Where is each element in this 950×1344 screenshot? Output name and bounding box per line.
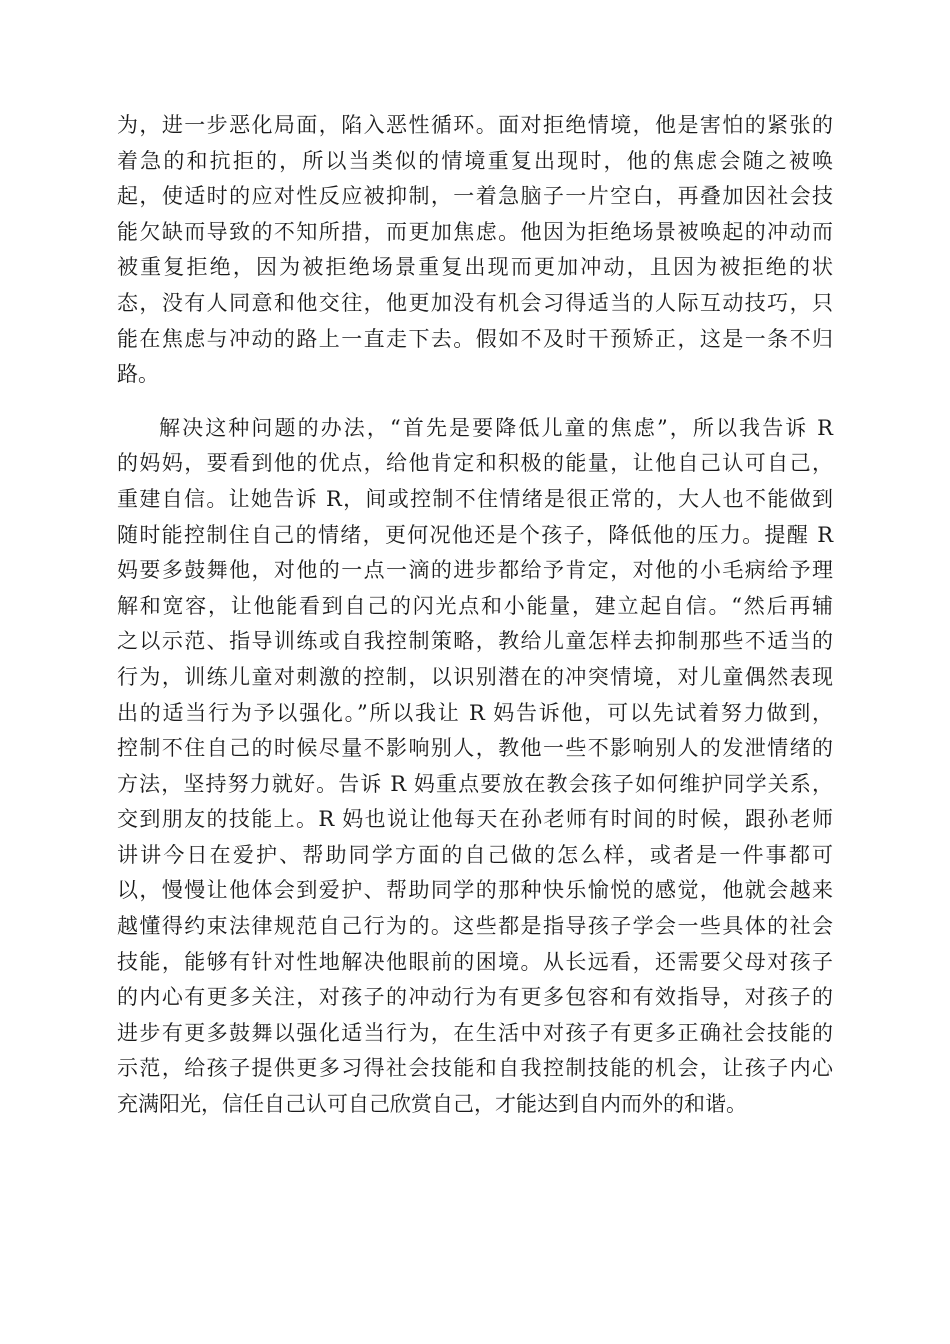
text-line: 重建自信。让她告诉 R，间或控制不住情绪是很正常的，大人也不能做到 — [117, 486, 833, 511]
text-line: 行为，训练儿童对刺激的控制，以识别潜在的冲突情境，对儿童偶然表现 — [117, 664, 833, 689]
document-body — [117, 108, 833, 1123]
text-line: 技能，能够有针对性地解决他眼前的困境。从长远看，还需要父母对孩子 — [117, 949, 833, 974]
paragraph-1 — [117, 108, 833, 393]
text-line: 的妈妈，要看到他的优点，给他肯定和积极的能量，让他自己认可自己， — [117, 451, 833, 476]
text-line: 能在焦虑与冲动的路上一直走下去。假如不及时干预矫正，这是一条不归 — [117, 326, 833, 351]
text-line: 出的适当行为予以强化。”所以我让 R 妈告诉他，可以先试着努力做到， — [117, 700, 833, 725]
text-line: 示范，给孩子提供更多习得社会技能和自我控制技能的机会，让孩子内心 — [117, 1056, 833, 1081]
text-line: 被重复拒绝，因为被拒绝场景重复出现而更加冲动，且因为被拒绝的状 — [117, 255, 833, 280]
text-line: 进步有更多鼓舞以强化适当行为，在生活中对孩子有更多正确社会技能的 — [117, 1020, 833, 1045]
text-line: 妈要多鼓舞他，对他的一点一滴的进步都给予肯定，对他的小毛病给予理 — [117, 558, 833, 583]
text-line: 之以示范、指导训练或自我控制策略，教给儿童怎样去抑制那些不适当的 — [117, 629, 833, 654]
text-line: 的内心有更多关注，对孩子的冲动行为有更多包容和有效指导，对孩子的 — [117, 985, 833, 1010]
text-line: 越懂得约束法律规范自己行为的。这些都是指导孩子学会一些具体的社会 — [117, 914, 833, 939]
text-line: 交到朋友的技能上。R 妈也说让他每天在孙老师有时间的时候，跟孙老师 — [117, 807, 833, 832]
text-line: 讲讲今日在爱护、帮助同学方面的自己做的怎么样，或者是一件事都可 — [117, 842, 833, 867]
text-line: 路。 — [117, 362, 159, 387]
text-line: 态，没有人同意和他交往，他更加没有机会习得适当的人际互动技巧，只 — [117, 290, 833, 315]
text-line: 能欠缺而导致的不知所措，而更加焦虑。他因为拒绝场景被唤起的冲动而 — [117, 219, 833, 244]
text-line: 充满阳光，信任自己认可自己欣赏自己，才能达到自内而外的和谐。 — [117, 1092, 747, 1117]
text-line: 着急的和抗拒的，所以当类似的情境重复出现时，他的焦虑会随之被唤 — [117, 148, 833, 173]
text-line: 解决这种问题的办法，“首先是要降低儿童的焦虑”，所以我告诉 R — [159, 415, 833, 440]
text-line: 起，使适时的应对性反应被抑制，一着急脑子一片空白，再叠加因社会技 — [117, 184, 833, 209]
text-line: 解和宽容，让他能看到自己的闪光点和小能量，建立起自信。“然后再辅 — [117, 593, 833, 618]
text-line: 为，进一步恶化局面，陷入恶性循环。面对拒绝情境，他是害怕的紧张的 — [117, 113, 833, 137]
text-line: 控制不住自己的时候尽量不影响别人，教他一些不影响别人的发泄情绪的 — [117, 736, 833, 761]
paragraph-2 — [117, 411, 833, 1123]
text-line: 随时能控制住自己的情绪，更何况他还是个孩子，降低他的压力。提醒 R — [117, 522, 833, 547]
text-line: 方法，坚持努力就好。告诉 R 妈重点要放在教会孩子如何维护同学关系， — [117, 771, 833, 796]
text-line: 以，慢慢让他体会到爱护、帮助同学的那种快乐愉悦的感觉，他就会越来 — [117, 878, 833, 903]
